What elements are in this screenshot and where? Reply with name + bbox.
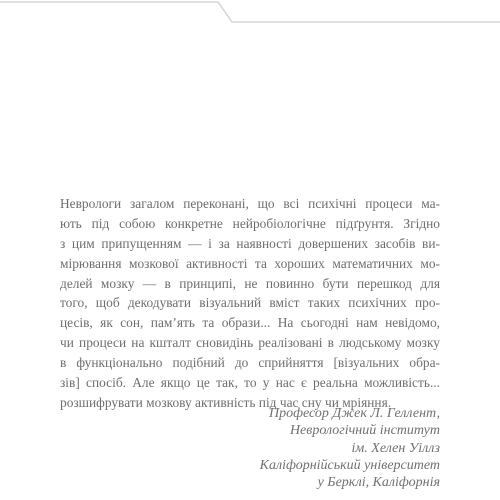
header-decorative-rule <box>0 0 500 30</box>
quote-attribution <box>260 405 440 491</box>
attribution-university: Каліфорнійський університет <box>259 457 440 473</box>
epigraph-quote <box>60 194 440 413</box>
quote-line: Неврологи загалом переконані, що всі психічні процеси ма- <box>60 196 440 211</box>
attribution-institute: Неврологічний інститут <box>289 423 440 439</box>
quote-line: делей мозку — в принципі, не повинно бути перешкод для <box>60 275 440 291</box>
quote-line: цесів, як сон, пам’ять та образи... На сьогодні нам невідомо, <box>60 315 440 331</box>
quote-line: ють під собою конкретне нейробіологічне підґрунтя. Згідно <box>60 215 440 231</box>
quote-line: мірювання мозкової активності та хороших математичних мо- <box>60 255 440 271</box>
quote-line: розшифрувати мозкову активність під час сну чи мріяння. <box>60 394 392 410</box>
attribution-location: у Берклі, Каліфорнія <box>317 475 440 491</box>
quote-line: в функціонально подібний до сприйняття [візуальних обра- <box>60 355 440 371</box>
attribution-author: Професор Джек Л. Геллент, <box>268 406 440 421</box>
quote-line: чи процеси на кшталт сновидінь реалізовані в людському мозку <box>60 335 440 351</box>
quote-line: того, щоб декодувати візуальний вміст таких психічних про- <box>60 295 440 311</box>
quote-line: з цим припущенням — і за наявності довершених засобів ви- <box>60 235 440 251</box>
quote-paragraph <box>60 194 440 413</box>
quote-line: зів] спосіб. Але якщо це так, то у нас є реальна можливість... <box>60 375 440 391</box>
attribution-institute-name: ім. Хелен Уіллз <box>351 440 440 456</box>
